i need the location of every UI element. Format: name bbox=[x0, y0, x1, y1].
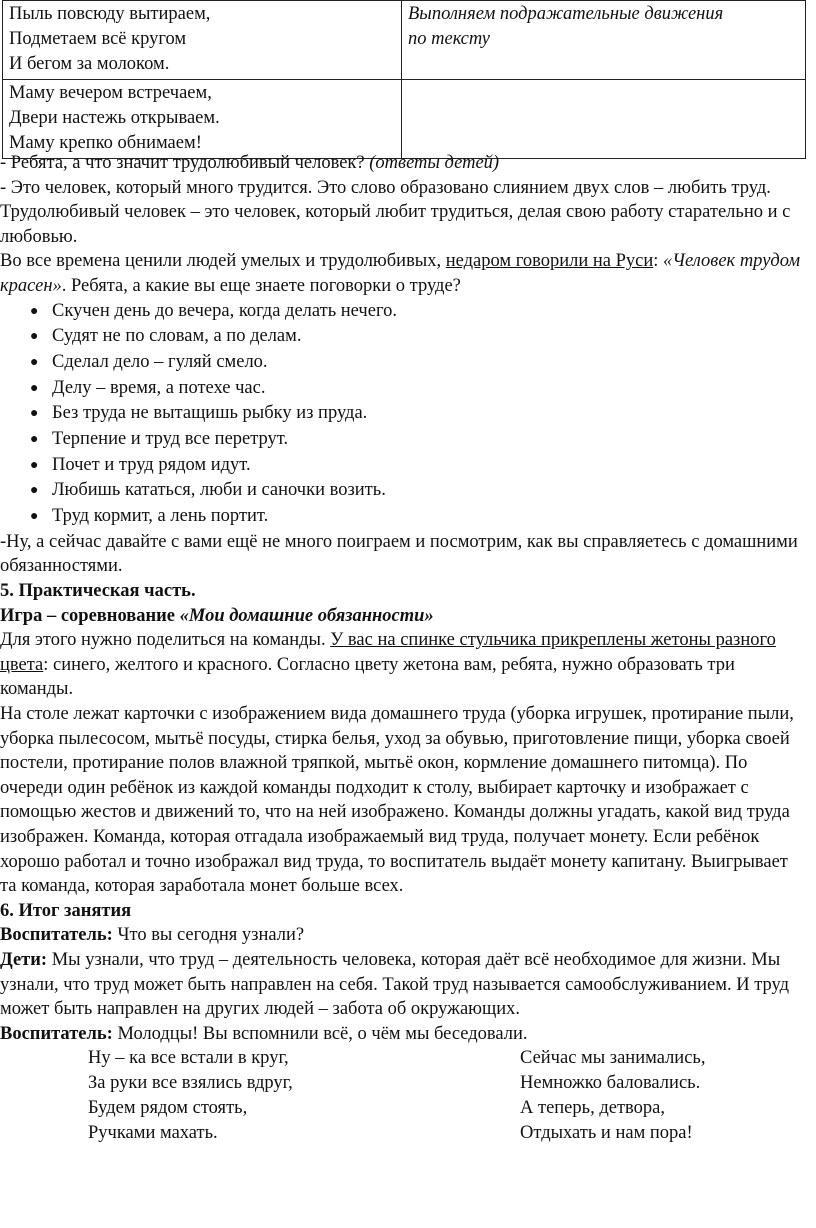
intro-colon: : bbox=[653, 251, 664, 272]
bullet-icon: ● bbox=[30, 380, 39, 396]
proverb-text: Делу – время, а потехе час. bbox=[52, 377, 266, 398]
list-item bbox=[0, 504, 806, 530]
intro-pre: Во все времена ценили людей умелых и трудолюбивых, bbox=[0, 251, 446, 272]
poem-line: Маму крепко обнимаем! bbox=[9, 133, 202, 153]
game-label: Игра – соревнование bbox=[0, 605, 180, 626]
proverb-list bbox=[0, 299, 806, 530]
table-row bbox=[3, 1, 806, 80]
table-cell-empty bbox=[402, 80, 806, 159]
list-item bbox=[0, 401, 806, 427]
poem-line: За руки все взялись вдруг, bbox=[88, 1073, 293, 1094]
table-cell-poem bbox=[3, 1, 402, 80]
proverb-text: Судят не по словам, а по делам. bbox=[52, 326, 302, 347]
body-text bbox=[0, 151, 806, 1146]
poem-line: Сейчас мы занимались, bbox=[520, 1048, 706, 1069]
list-item bbox=[0, 478, 806, 504]
list-item bbox=[0, 453, 806, 479]
intro-post: . Ребята, а какие вы еще знаете поговорки о труде? bbox=[61, 275, 461, 296]
poem-table bbox=[2, 0, 806, 159]
bullet-icon: ● bbox=[30, 432, 39, 448]
poem-line: Подметаем всё кругом bbox=[9, 29, 187, 49]
bullet-icon: ● bbox=[30, 329, 39, 345]
bullet-icon: ● bbox=[30, 483, 39, 499]
list-item bbox=[0, 376, 806, 402]
poem-line: И бегом за молоком. bbox=[9, 54, 170, 74]
intro-quote: «Человек трудом красен» bbox=[0, 251, 801, 296]
proverb-text: Без труда не вытащишь рыбку из пруда. bbox=[52, 403, 368, 424]
speech-text: Молодцы! Вы вспомнили всё, о чём мы беседовали. bbox=[112, 1023, 528, 1044]
bullet-icon: ● bbox=[30, 303, 39, 319]
bullet-icon: ● bbox=[30, 354, 39, 370]
instruction-line: по тексту bbox=[408, 29, 490, 49]
speaker-label: Дети: bbox=[0, 949, 48, 970]
instruction-line: Выполняем подражательные движения bbox=[408, 4, 724, 24]
proverb-text: Труд кормит, а лень портит. bbox=[52, 506, 269, 527]
bullet-icon: ● bbox=[30, 406, 39, 422]
rules-paragraph: На столе лежат карточки с изображением вида домашнего труда (уборка игрушек, протирание пыли, уборка пылесосом, мытьё посуды, стирка белья, уход за обувью, приготовление пищи, уборка своей постели, протирание полов влажной тряпкой, мытьё окон, кормление домашнего питомца). По очереди один ребёнок из каждой команды подходит к столу, выбирает карточку и изображает с помощью жестов и движений то, что на ней изображено. Команды должны угадать, какой вид труда изображен. Команда, которая отгадала изображаемый вид труда, получает монету. Если ребёнок хорошо работал и точно изображал вид труда, то воспитатель выдаёт монету капитану. Выигрывает та команда, которая заработала монет больше всех. bbox=[0, 704, 794, 897]
game-heading bbox=[0, 604, 806, 629]
table-row bbox=[3, 80, 806, 159]
speech-text: Что вы сегодня узнали? bbox=[112, 925, 305, 946]
table-cell-poem bbox=[3, 80, 402, 159]
poem-line: Отдыхать и нам пора! bbox=[520, 1123, 693, 1144]
question-text: - Ребята, а что значит трудолюбивый человек? bbox=[0, 153, 370, 173]
poem-line: А теперь, детвора, bbox=[520, 1098, 665, 1119]
answer-paragraph: - Это человек, который много трудится. Это слово образовано слиянием двух слов – любить труд. Трудолюбивый человек – это человек, который любит трудиться, делая свою работу старательно и с любовью. bbox=[0, 177, 791, 247]
final-poem-left bbox=[88, 1046, 293, 1146]
list-item bbox=[0, 299, 806, 325]
dialog-line bbox=[0, 948, 806, 1022]
final-poem bbox=[0, 1046, 806, 1146]
proverb-text: Скучен день до вечера, когда делать нечего. bbox=[52, 300, 397, 321]
table-cell-instruction bbox=[402, 1, 806, 80]
section-heading-5: 5. Практическая часть. bbox=[0, 581, 196, 602]
question-note: (ответы детей) bbox=[369, 153, 500, 173]
final-poem-right bbox=[520, 1046, 705, 1146]
teams-underlined: У вас на спинке стульчика прикреплены жетоны разного цвета bbox=[0, 630, 776, 675]
proverb-text: Почет и труд рядом идут. bbox=[52, 454, 251, 475]
list-item bbox=[0, 324, 806, 350]
section-heading-6: 6. Итог занятия bbox=[0, 900, 132, 921]
poem-line: Немножко баловались. bbox=[520, 1073, 701, 1094]
intro-underlined: недаром говорили на Руси bbox=[445, 251, 654, 272]
play-paragraph: -Ну, а сейчас давайте с вами ещё не много поиграем и посмотрим, как вы справляетесь с домашними обязанностями. bbox=[0, 531, 798, 577]
dialog-line bbox=[0, 1022, 806, 1047]
teams-paragraph bbox=[0, 628, 806, 702]
poem-line: Ручками махать. bbox=[88, 1123, 218, 1144]
teams-pre: Для этого нужно поделиться на команды. bbox=[0, 630, 331, 651]
teams-post: : синего, желтого и красного. Согласно цвету жетона вам, ребята, нужно образовать три команды. bbox=[0, 654, 735, 700]
bullet-icon: ● bbox=[30, 509, 39, 525]
proverb-text: Терпение и труд все перетрут. bbox=[52, 429, 289, 450]
poem-line: Маму вечером встречаем, bbox=[9, 83, 212, 103]
bullet-icon: ● bbox=[30, 457, 39, 473]
game-title: «Мои домашние обязанности» bbox=[179, 605, 434, 626]
question-paragraph bbox=[0, 151, 806, 176]
speaker-label: Воспитатель: bbox=[0, 925, 113, 946]
list-item bbox=[0, 427, 806, 453]
proverb-text: Сделал дело – гуляй смело. bbox=[52, 351, 268, 372]
speech-text: Мы узнали, что труд – деятельность человека, которая даёт всё необходимое для жизни. Мы узнали, что труд может быть направлен на себя. Такой труд называется самообслуживанием. И труд может быть направлен на других людей – забота об окружающих. bbox=[0, 949, 790, 1020]
poem-line: Будем рядом стоять, bbox=[88, 1098, 248, 1119]
poem-line: Ну – ка все встали в круг, bbox=[88, 1048, 289, 1069]
proverb-text: Любишь кататься, люби и саночки возить. bbox=[52, 480, 386, 501]
dialog-line bbox=[0, 923, 806, 948]
intro-paragraph bbox=[0, 249, 806, 298]
list-item bbox=[0, 350, 806, 376]
poem-line: Пыль повсюду вытираем, bbox=[9, 4, 211, 24]
poem-line: Двери настежь открываем. bbox=[9, 108, 220, 128]
speaker-label: Воспитатель: bbox=[0, 1023, 113, 1044]
